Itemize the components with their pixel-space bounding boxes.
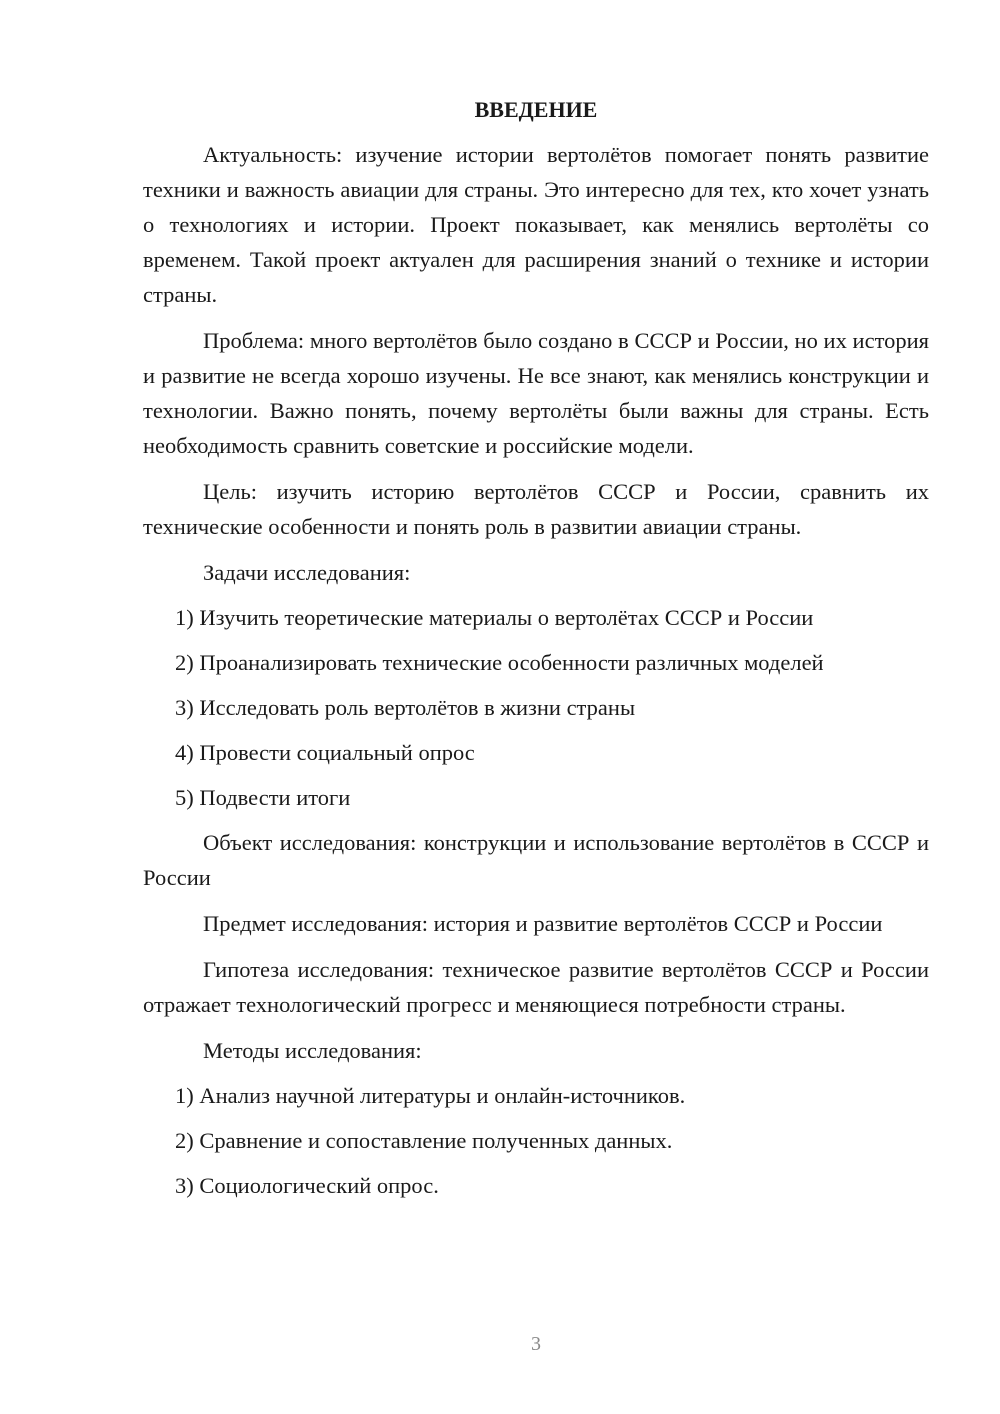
methods-title: Методы исследования:	[203, 1038, 422, 1063]
object-paragraph: Объект исследования: конструкции и использование вертолётов в СССР и России	[143, 830, 929, 890]
task-item: 2) Проанализировать технические особенности различных моделей	[175, 650, 824, 675]
task-item: 3) Исследовать роль вертолётов в жизни страны	[175, 695, 636, 720]
tasks-list	[143, 600, 929, 815]
method-item: 1) Анализ научной литературы и онлайн-источников.	[175, 1083, 686, 1108]
hypothesis-paragraph: Гипотеза исследования: техническое развитие вертолётов СССР и России отражает технологический прогресс и меняющиеся потребности страны.	[143, 957, 929, 1017]
page-title: ВВЕДЕНИЕ	[474, 97, 598, 122]
method-item: 3) Социологический опрос.	[175, 1173, 439, 1198]
goal-paragraph: Цель: изучить историю вертолётов СССР и России, сравнить их технические особенности и понять роль в развитии авиации страны.	[143, 479, 929, 539]
method-item: 2) Сравнение и сопоставление полученных данных.	[175, 1128, 673, 1153]
problem-paragraph: Проблема: много вертолётов было создано в СССР и России, но их история и развитие не всегда хорошо изучены. Не все знают, как менялись конструкции и технологии. Важно понять, почему вертолёты были важны для страны. Есть необходимость сравнить советские и российские модели.	[143, 328, 929, 458]
page-number: 3	[531, 1333, 541, 1355]
task-item: 5) Подвести итоги	[175, 785, 351, 810]
relevance-paragraph: Актуальность: изучение истории вертолётов помогает понять развитие техники и важность авиации для страны. Это интересно для тех, кто хочет узнать о технологиях и истории. Проект показывает, как менялись вертолёты со временем. Такой проект актуален для расширения знаний о технике и истории страны.	[143, 142, 929, 307]
tasks-title: Задачи исследования:	[203, 560, 411, 585]
methods-list	[143, 1078, 929, 1203]
document-page	[143, 92, 929, 1213]
task-item: 4) Провести социальный опрос	[175, 740, 475, 765]
task-item: 1) Изучить теоретические материалы о вертолётах СССР и России	[175, 605, 814, 630]
subject-paragraph: Предмет исследования: история и развитие вертолётов СССР и России	[203, 911, 883, 936]
